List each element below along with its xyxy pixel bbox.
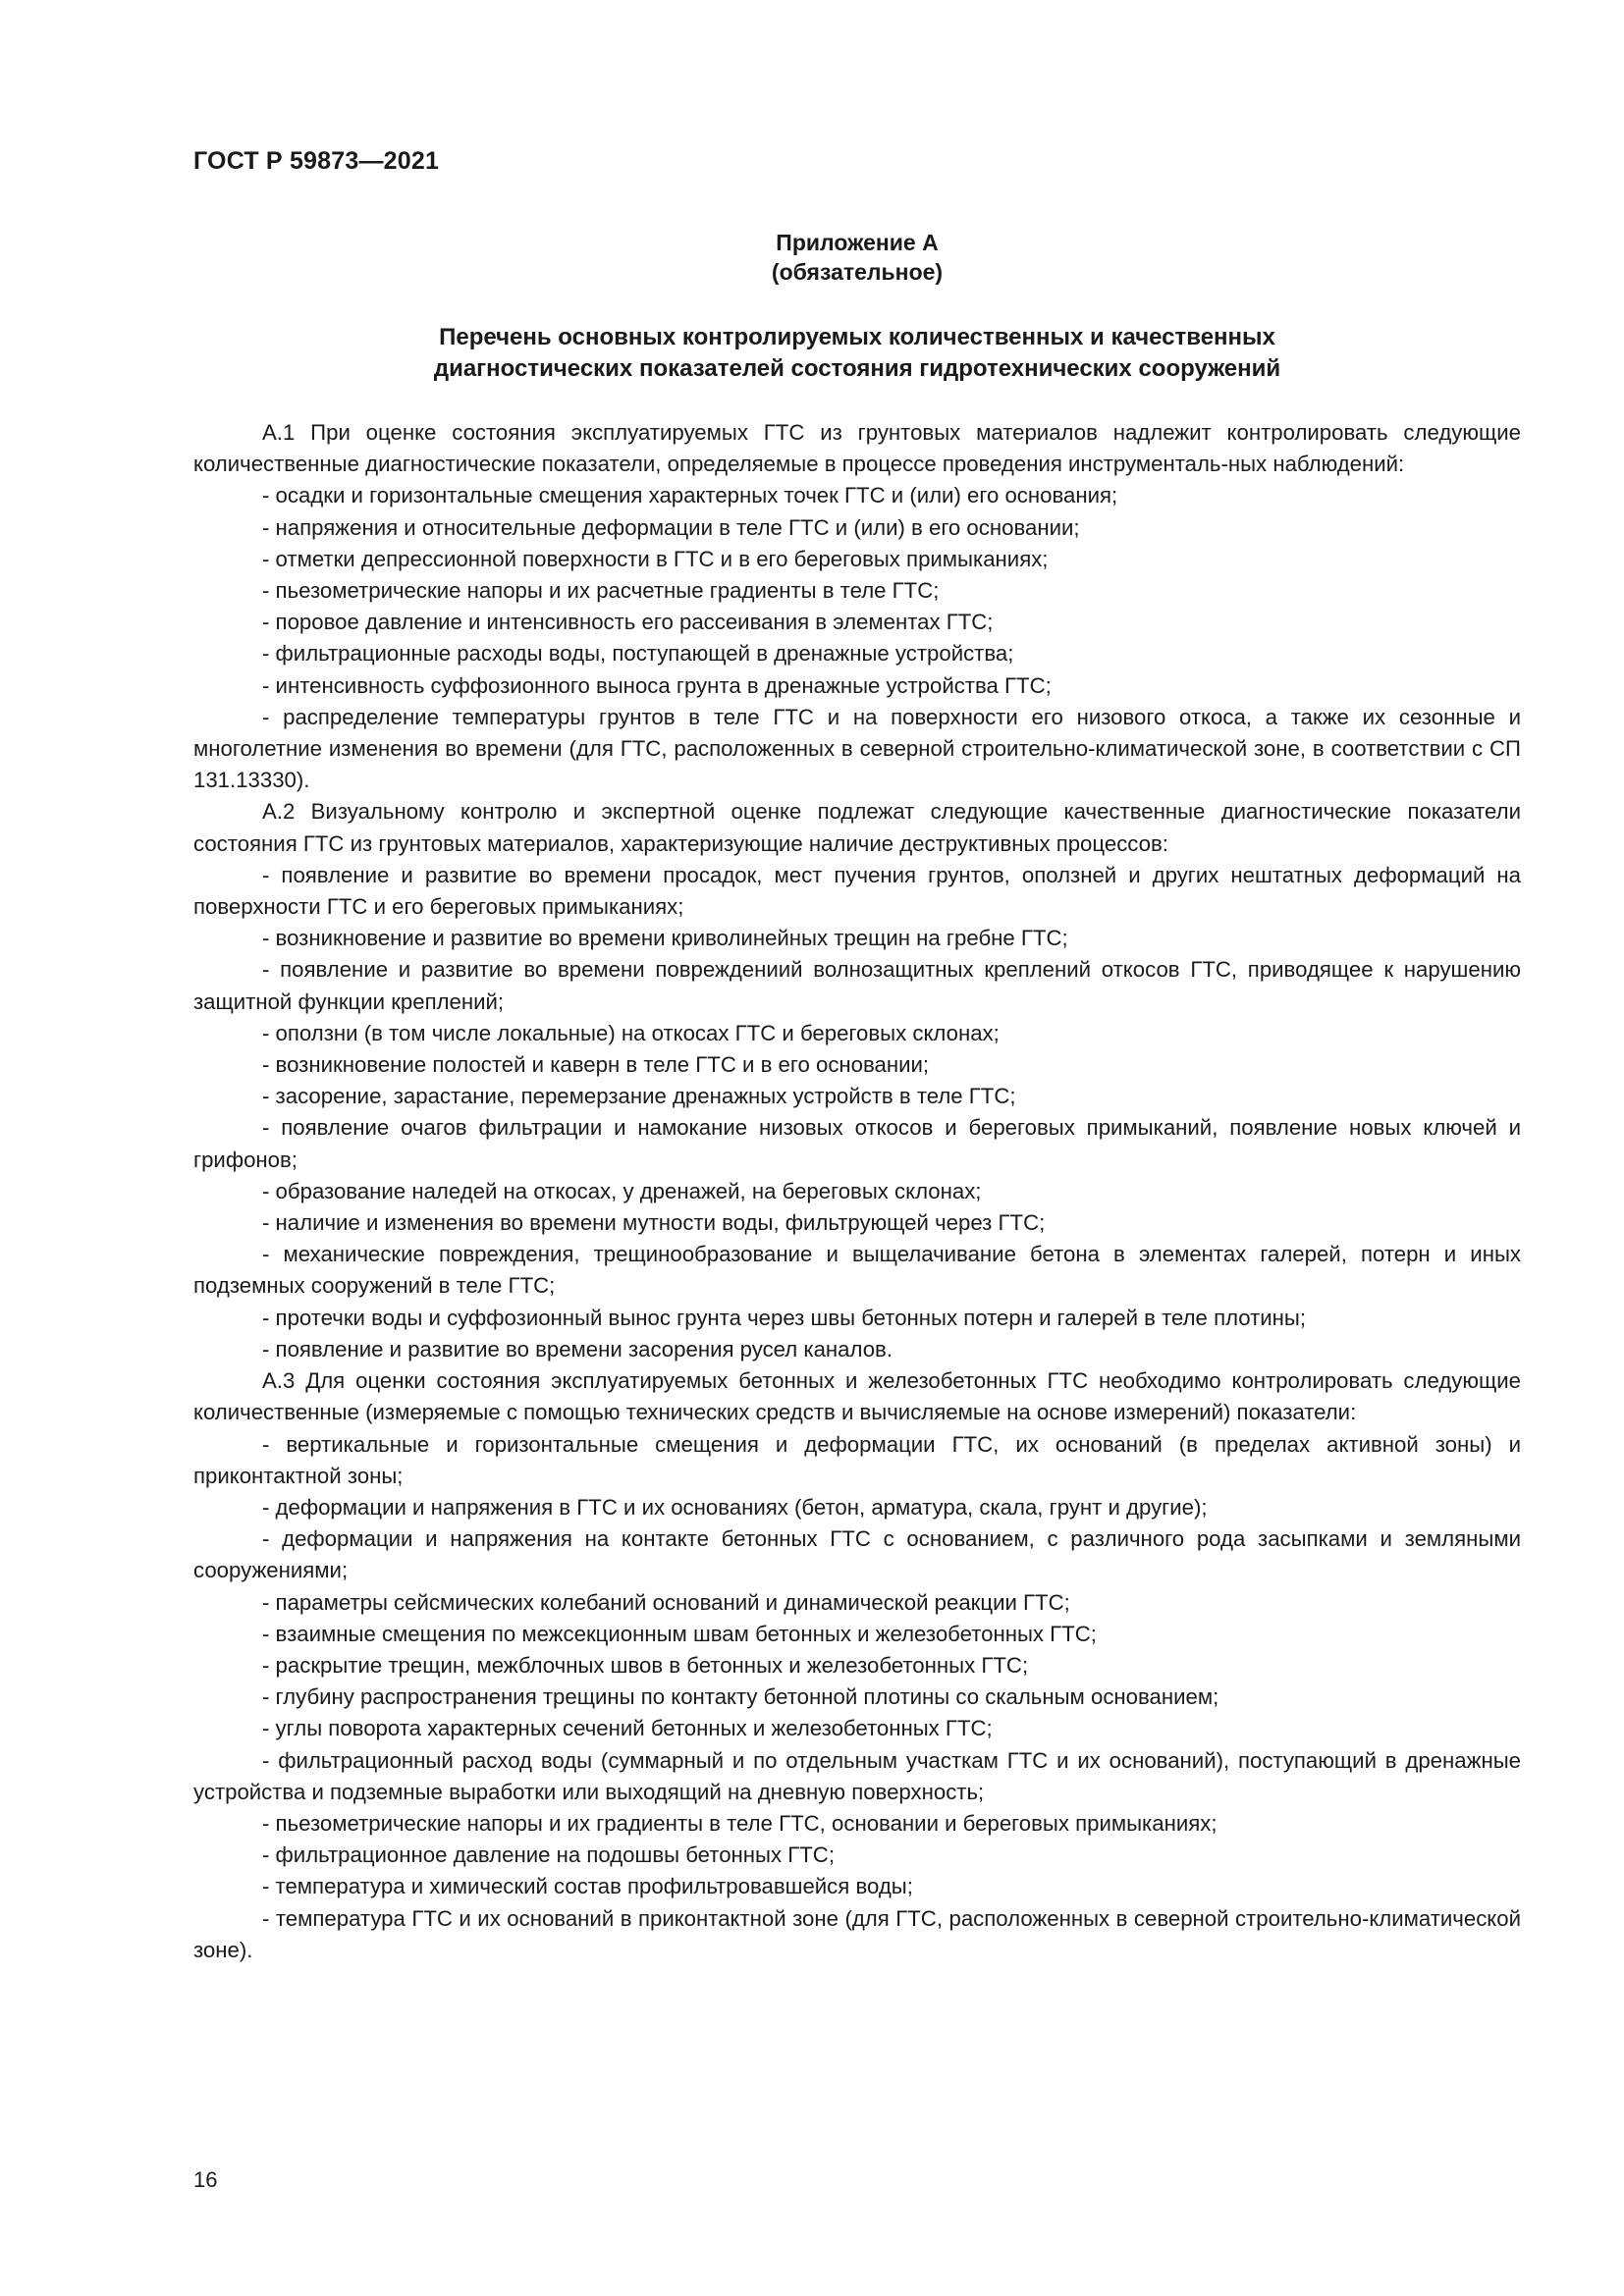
list-item: - возникновение и развитие во времени криволинейных трещин на гребне ГТС; — [262, 926, 1068, 951]
list-item: - деформации и напряжения на контакте бетонных ГТС с основанием, с различного рода засыпками и земляными сооружениями; — [193, 1526, 1521, 1583]
section-heading-line-2: диагностических показателей состояния гидротехнических сооружений — [433, 355, 1281, 382]
list-item: - засорение, зарастание, перемерзание дренажных устройств в теле ГТС; — [262, 1084, 1016, 1109]
paragraph: А.1 При оценке состояния эксплуатируемых ГТС из грунтовых материалов надлежит контролировать следующие количественные диагностические показатели, определяемые в процессе проведения инструменталь-ных наблюдений: — [193, 420, 1521, 477]
list-item: - возникновение полостей и каверн в теле ГТС и в его основании; — [262, 1052, 930, 1078]
list-item: - механические повреждения, трещинообразование и выщелачивание бетона в элементах галерей, потерн и иных подземных сооружений в теле ГТС; — [193, 1242, 1521, 1299]
list-item: - параметры сейсмических колебаний оснований и динамической реакции ГТС; — [262, 1589, 1070, 1615]
list-item: - пьезометрические напоры и их расчетные градиенты в теле ГТС; — [262, 578, 940, 604]
document-code: ГОСТ Р 59873—2021 — [193, 147, 440, 175]
list-item: - деформации и напряжения в ГТС и их основаниях (бетон, арматура, скала, грунт и другие); — [262, 1494, 1208, 1520]
appendix-header — [193, 228, 1521, 287]
list-item: - появление и развитие во времени повреждениий волнозащитных креплений откосов ГТС, приводящее к нарушению защитной функции креплений; — [193, 957, 1521, 1014]
list-item: - отметки депрессионной поверхности в ГТС и в его береговых примыканиях; — [262, 546, 1049, 571]
list-item: - вертикальные и горизонтальные смещения и деформации ГТС, их оснований (в пределах активной зоны) и приконтактной зоны; — [193, 1431, 1521, 1488]
list-item: - фильтрационный расход воды (суммарный и по отдельным участкам ГТС и их оснований), поступающий в дренажные устройства и подземные выработки или выходящий на дневную поверхность; — [193, 1747, 1521, 1804]
list-item: - появление очагов фильтрации и намокание низовых откосов и береговых примыканий, появление новых ключей и грифонов; — [193, 1115, 1521, 1172]
body-text — [193, 417, 1521, 1966]
list-item: - пьезометрические напоры и их градиенты в теле ГТС, основании и береговых примыканиях; — [262, 1810, 1218, 1836]
list-item: - протечки воды и суффозионный вынос грунта через швы бетонных потерн и галерей в теле плотины; — [262, 1305, 1307, 1330]
page-number: 16 — [193, 2167, 218, 2192]
list-item: - фильтрационное давление на подошвы бетонных ГТС; — [262, 1842, 835, 1868]
section-heading-line-1: Перечень основных контролируемых количественных и качественных — [439, 324, 1275, 350]
list-item: - глубину распространения трещины по контакту бетонной плотины со скальным основанием; — [262, 1684, 1219, 1710]
section-heading — [193, 322, 1521, 385]
list-item: - осадки и горизонтальные смещения характерных точек ГТС и (или) его основания; — [262, 483, 1118, 508]
list-item: - раскрытие трещин, межблочных швов в бетонных и железобетонных ГТС; — [262, 1652, 1029, 1678]
list-item: - появление и развитие во времени засорения русел каналов. — [262, 1336, 893, 1362]
paragraph: А.2 Визуальному контролю и экспертной оценке подлежат следующие качественные диагностические показатели состояния ГТС из грунтовых материалов, характеризующие наличие деструктивных процессов: — [193, 799, 1521, 856]
list-item: - образование наледей на откосах, у дренажей, на береговых склонах; — [262, 1178, 982, 1203]
list-item: - напряжения и относительные деформации в теле ГТС и (или) в его основании; — [262, 514, 1080, 540]
appendix-status: (обязательное) — [771, 259, 944, 285]
list-item: - температура и химический состав профильтровавшейся воды; — [262, 1874, 913, 1899]
list-item: - температура ГТС и их оснований в приконтактной зоне (для ГТС, расположенных в северной строительно-климатической зоне). — [193, 1905, 1521, 1962]
list-item: - поровое давление и интенсивность его рассеивания в элементах ГТС; — [262, 610, 994, 635]
list-item: - оползни (в том числе локальные) на откосах ГТС и береговых склонах; — [262, 1020, 1000, 1045]
list-item: - наличие и изменения во времени мутности воды, фильтрующей через ГТС; — [262, 1210, 1046, 1236]
list-item: - появление и развитие во времени просадок, мест пучения грунтов, оползней и других нештатных деформаций на поверхности ГТС и его береговых примыканиях; — [193, 862, 1521, 920]
appendix-title: Приложение А — [776, 230, 939, 255]
list-item: - распределение температуры грунтов в теле ГТС и на поверхности его низового откоса, а также их сезонные и многолетние изменения во времени (для ГТС, расположенных в северной строительно-климатической зоне, в соответствии с СП 131.13330). — [193, 704, 1521, 793]
list-item: - углы поворота характерных сечений бетонных и железобетонных ГТС; — [262, 1716, 993, 1741]
list-item: - фильтрационные расходы воды, поступающей в дренажные устройства; — [262, 641, 1014, 667]
list-item: - интенсивность суффозионного выноса грунта в дренажные устройства ГТС; — [262, 672, 1052, 698]
list-item: - взаимные смещения по межсекционным швам бетонных и железобетонных ГТС; — [262, 1621, 1097, 1646]
paragraph: А.3 Для оценки состояния эксплуатируемых бетонных и железобетонных ГТС необходимо контролировать следующие количественные (измеряемые с помощью технических средств и вычисляемые на основе измерений) показатели: — [193, 1368, 1521, 1425]
